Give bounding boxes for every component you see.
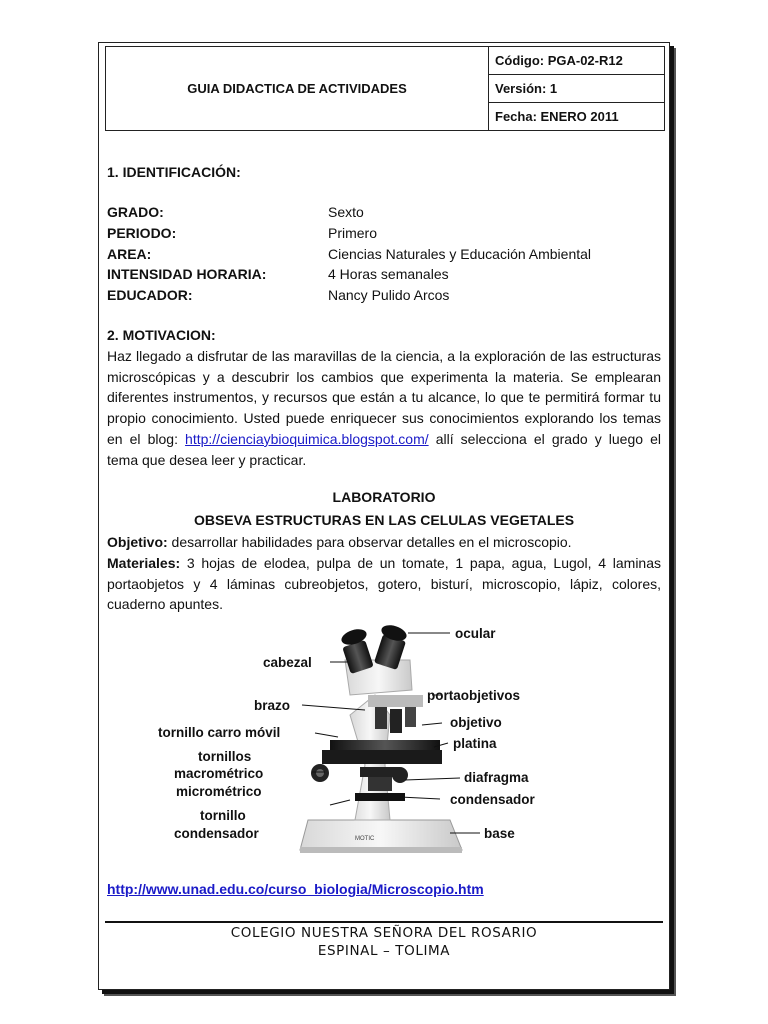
ident-label: EDUCADOR: [107, 287, 193, 303]
materials-text: 3 hojas de elodea, pulpa de un tomate, 1 papa, agua, Lugol, 4 laminas portaobjetos y 4 láminas cubreobjetos, gotero, bisturí, microscopio, lápiz, colores, cuaderno apuntes. [107, 555, 661, 613]
ident-row-educador [107, 287, 661, 308]
ident-value: Nancy Pulido Arcos [328, 287, 450, 303]
ident-value: Ciencias Naturales y Educación Ambiental [328, 246, 592, 262]
label-tornillos: tornillos [198, 749, 252, 764]
microscope-figure [150, 615, 570, 860]
motivation-paragraph [107, 346, 661, 470]
label-diafragma: diafragma [464, 770, 529, 785]
blog-link[interactable]: http://cienciaybioquimica.blogspot.com/ [185, 430, 429, 447]
ident-row-area [107, 246, 661, 267]
label-macrometrico: macrométrico [174, 766, 264, 781]
label-objetivo: objetivo [450, 715, 502, 730]
document-date: Fecha: ENERO 2011 [489, 103, 665, 131]
document-code: Código: PGA-02-R12 [489, 47, 665, 75]
ident-label: INTENSIDAD HORARIA: [107, 266, 267, 282]
label-base: base [484, 826, 515, 841]
label-ocular: ocular [455, 626, 496, 641]
label-tornillo: tornillo [200, 808, 246, 823]
materials-label: Materiales: [107, 555, 181, 571]
ident-label: GRADO: [107, 204, 164, 220]
ident-row-intensidad [107, 266, 661, 287]
ident-label: PERIODO: [107, 225, 177, 241]
document-version: Versión: 1 [489, 75, 665, 103]
materials-paragraph [107, 553, 661, 615]
reference-link[interactable]: http://www.unad.edu.co/curso_biologia/Microscopio.htm [107, 881, 484, 897]
ident-row-periodo [107, 225, 661, 246]
label-portaobjetivos: portaobjetivos [427, 688, 521, 703]
label-micrometrico: micrométrico [176, 784, 262, 799]
objective-paragraph [107, 532, 661, 553]
label-cabezal: cabezal [263, 655, 312, 670]
ident-label: AREA: [107, 246, 152, 262]
footer-school: COLEGIO NUESTRA SEÑORA DEL ROSARIO [230, 925, 538, 941]
lab-subtitle: OBSEVA ESTRUCTURAS EN LAS CELULAS VEGETALES [193, 512, 575, 528]
ident-row-grado [107, 204, 661, 225]
lab-title: LABORATORIO [332, 489, 436, 505]
footer-location: ESPINAL – TOLIMA [317, 943, 451, 959]
objective-label: Objetivo: [107, 534, 168, 550]
label-condensador-right: condensador [450, 792, 535, 807]
motivation-text-end: allí selecciona el grado y luego el tema que desea leer y practicar. [107, 430, 662, 468]
label-condensador-left: condensador [174, 826, 259, 841]
ident-value: Sexto [328, 204, 364, 220]
label-platina: platina [453, 736, 497, 751]
brand-label: MOTIC [355, 836, 375, 842]
label-brazo: brazo [254, 698, 291, 713]
motivation-text: Haz llegado a disfrutar de las maravillas de la ciencia, a la exploración de las estructuras microscópicas y a descubrir los cambios que experimenta la materia. Se emplearan diferentes instrumentos, y recursos que están a tu alcance, lo que te permitirá formar tu propio conocimiento. Usted puede enriquecer sus conocimientos explorando los temas en el blog: [107, 348, 661, 447]
objective-text: desarrollar habilidades para observar detalles en el microscopio. [167, 534, 572, 550]
label-tornillo-carro-movil: tornillo carro móvil [158, 725, 281, 740]
identification-heading: 1. IDENTIFICACIÓN: [107, 164, 241, 180]
footer-divider [105, 921, 663, 923]
motivation-heading: 2. MOTIVACION: [107, 327, 216, 343]
microscope-image [300, 622, 462, 853]
ident-value: Primero [328, 225, 378, 241]
ident-value: 4 Horas semanales [328, 266, 449, 282]
header-table [105, 46, 665, 131]
document-title: GUIA DIDACTICA DE ACTIVIDADES [106, 47, 489, 131]
